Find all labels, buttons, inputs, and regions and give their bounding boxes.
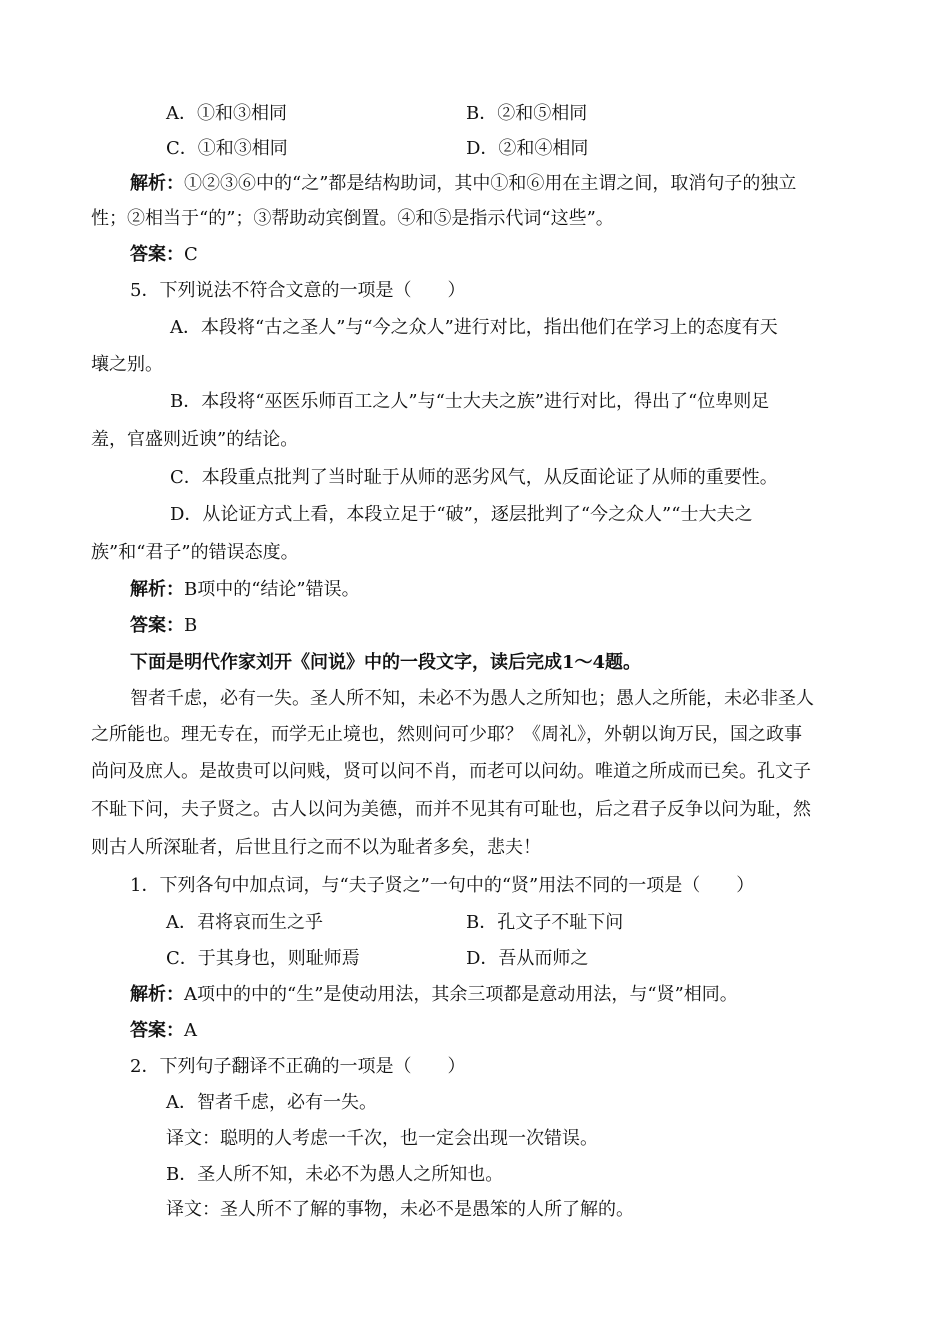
answer-line [130, 243, 198, 267]
option-a-cont: 壤之别。 [91, 354, 163, 375]
option-b-translation: 译文：圣人所不了解的事物，未必不是愚笨的人所了解的。 [166, 1199, 634, 1220]
option-b: B．②和⑤相同 [466, 103, 588, 124]
option-d: D．从论证方式上看，本段立足于“破”，逐层批判了“今之众人”“士大夫之 [170, 504, 753, 525]
answer-label: 答案： [130, 1020, 184, 1041]
analysis-label: 解析： [130, 173, 184, 194]
option-b-cont: 羞，官盛则近谀”的结论。 [91, 429, 299, 450]
analysis-line [130, 983, 738, 1007]
option-d-cont: 族”和“君子”的错误态度。 [91, 542, 299, 563]
option-c: C．本段重点批判了当时耻于从师的恶劣风气，从反面论证了从师的重要性。 [170, 467, 778, 488]
analysis-text: ①②③⑥中的“之”都是结构助词，其中①和⑥用在主谓之间，取消句子的独立 [184, 173, 797, 194]
option-a: A．君将哀而生之乎 [166, 912, 323, 933]
answer-value: C [184, 244, 198, 265]
option-c: C．①和③相同 [166, 138, 288, 159]
passage-heading: 下面是明代作家刘开《问说》中的一段文字，读后完成1～4题。 [130, 652, 642, 673]
analysis-line [130, 172, 796, 196]
option-d: D．吾从而师之 [466, 948, 589, 969]
answer-label: 答案： [130, 615, 184, 636]
answer-value: A [184, 1020, 197, 1041]
option-c: C．于其身也，则耻师焉 [166, 948, 360, 969]
analysis-line [130, 578, 360, 602]
analysis-label: 解析： [130, 984, 184, 1005]
answer-line [130, 614, 197, 638]
passage-line: 尚问及庶人。是故贵可以问贱，贤可以问不肖，而老可以问幼。唯道之所成而已矣。孔文子 [91, 761, 811, 782]
passage-line: 智者千虑，必有一失。圣人所不知，未必不为愚人之所知也；愚人之所能，未必非圣人 [130, 688, 814, 709]
answer-label: 答案： [130, 244, 184, 265]
option-a-translation: 译文：聪明的人考虑一千次，也一定会出现一次错误。 [166, 1128, 598, 1149]
analysis-text: A项中的中的“生”是使动用法，其余三项都是意动用法，与“贤”相同。 [184, 984, 738, 1005]
option-a: A．智者千虑，必有一失。 [166, 1092, 377, 1113]
answer-line [130, 1019, 197, 1043]
option-a: A．①和③相同 [166, 103, 287, 124]
passage-line: 不耻下问，夫子贤之。古人以问为美德，而并不见其有可耻也，后之君子反争以问为耻，然 [91, 799, 811, 820]
question-stem: 1．下列各句中加点词，与“夫子贤之”一句中的“贤”用法不同的一项是（ ） [130, 875, 755, 896]
option-b: B．孔文子不耻下问 [466, 912, 624, 933]
analysis-text-cont: 性；②相当于“的”；③帮助动宾倒置。④和⑤是指示代词“这些”。 [91, 208, 614, 229]
option-b: B．本段将“巫医乐师百工之人”与“士大夫之族”进行对比，得出了“位卑则足 [170, 391, 770, 412]
question-stem: 2．下列句子翻译不正确的一项是（ ） [130, 1056, 466, 1077]
analysis-text: B项中的“结论”错误。 [184, 579, 360, 600]
passage-line: 之所能也。理无专在，而学无止境也，然则问可少耶？《周礼》，外朝以询万民，国之政事 [91, 724, 802, 745]
analysis-label: 解析： [130, 579, 184, 600]
option-d: D．②和④相同 [466, 138, 589, 159]
option-b: B．圣人所不知，未必不为愚人之所知也。 [166, 1164, 504, 1185]
question-stem: 5．下列说法不符合文意的一项是（ ） [130, 280, 466, 301]
option-a: A．本段将“古之圣人”与“今之众人”进行对比，指出他们在学习上的态度有天 [170, 317, 778, 338]
answer-value: B [184, 615, 198, 636]
passage-line: 则古人所深耻者，后世且行之而不以为耻者多矣，悲夫！ [91, 837, 541, 858]
